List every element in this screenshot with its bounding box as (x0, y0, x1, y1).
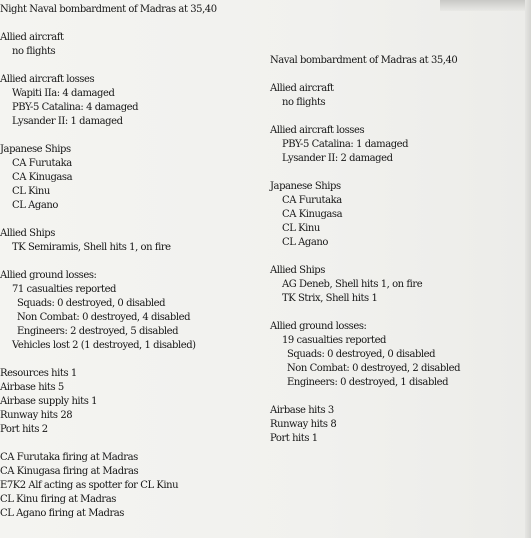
list-item: AG Deneb, Shell hits 1, on fire (282, 279, 423, 290)
hits-line: Port hits 1 (270, 433, 318, 444)
report-title: Naval bombardment of Madras at 35,40 (270, 55, 458, 66)
section-heading-japanese-ships: Japanese Ships (0, 144, 71, 155)
list-item: TK Strix, Shell hits 1 (282, 293, 378, 304)
report-title: Night Naval bombardment of Madras at 35,40 (0, 4, 217, 15)
list-item: no flights (282, 97, 326, 108)
firing-line: CL Kinu firing at Madras (0, 494, 116, 505)
list-item: TK Semiramis, Shell hits 1, on fire (12, 242, 171, 253)
firing-line: CL Agano firing at Madras (0, 508, 124, 519)
list-item: Squads: 0 destroyed, 0 disabled (17, 298, 166, 309)
list-item: Lysander II: 1 damaged (12, 116, 123, 127)
list-item: CL Kinu (12, 186, 50, 197)
list-item: Lysander II: 2 damaged (282, 153, 393, 164)
section-heading-allied-ships: Allied Ships (0, 228, 55, 239)
section-heading-allied-aircraft: Allied aircraft (0, 32, 64, 43)
list-item: Engineers: 2 destroyed, 5 disabled (17, 326, 179, 337)
hits-line: Port hits 2 (0, 424, 48, 435)
hits-line: Airbase supply hits 1 (0, 396, 98, 407)
firing-line: E7K2 Alf acting as spotter for CL Kinu (0, 480, 179, 491)
scrollbar-edge (525, 0, 531, 538)
casualties-line: 19 casualties reported (282, 335, 386, 346)
night-bombardment-report (0, 3, 270, 521)
hits-line: Airbase hits 3 (270, 405, 334, 416)
window-edge-strip (440, 0, 531, 11)
list-item: CL Agano (12, 200, 58, 211)
firing-line: CA Kinugasa firing at Madras (0, 466, 139, 477)
section-heading-allied-ships: Allied Ships (270, 265, 325, 276)
hits-line: Airbase hits 5 (0, 382, 64, 393)
list-item: PBY-5 Catalina: 1 damaged (282, 139, 409, 150)
section-heading-japanese-ships: Japanese Ships (270, 181, 341, 192)
hits-line: Runway hits 8 (270, 419, 337, 430)
list-item: CL Agano (282, 237, 328, 248)
hits-line: Runway hits 28 (0, 410, 73, 421)
list-item: PBY-5 Catalina: 4 damaged (12, 102, 139, 113)
list-item: CA Kinugasa (282, 209, 343, 220)
list-item: Wapiti IIa: 4 damaged (12, 88, 115, 99)
section-heading-aircraft-losses: Allied aircraft losses (270, 125, 365, 136)
list-item: CL Kinu (282, 223, 320, 234)
section-heading-aircraft-losses: Allied aircraft losses (0, 74, 95, 85)
hits-line: Resources hits 1 (0, 368, 77, 379)
list-item: Non Combat: 0 destroyed, 4 disabled (17, 312, 191, 323)
day-bombardment-report (270, 54, 525, 446)
list-item: Engineers: 0 destroyed, 1 disabled (287, 377, 449, 388)
casualties-line: 71 casualties reported (12, 284, 116, 295)
section-heading-ground-losses: Allied ground losses: (0, 270, 97, 281)
list-item: CA Furutaka (12, 158, 72, 169)
list-item: no flights (12, 46, 56, 57)
list-item: Non Combat: 0 destroyed, 2 disabled (287, 363, 461, 374)
section-heading-allied-aircraft: Allied aircraft (270, 83, 334, 94)
list-item: CA Furutaka (282, 195, 342, 206)
section-heading-ground-losses: Allied ground losses: (270, 321, 367, 332)
list-item: CA Kinugasa (12, 172, 73, 183)
vehicles-line: Vehicles lost 2 (1 destroyed, 1 disabled) (12, 340, 196, 351)
firing-line: CA Furutaka firing at Madras (0, 452, 138, 463)
list-item: Squads: 0 destroyed, 0 disabled (287, 349, 436, 360)
